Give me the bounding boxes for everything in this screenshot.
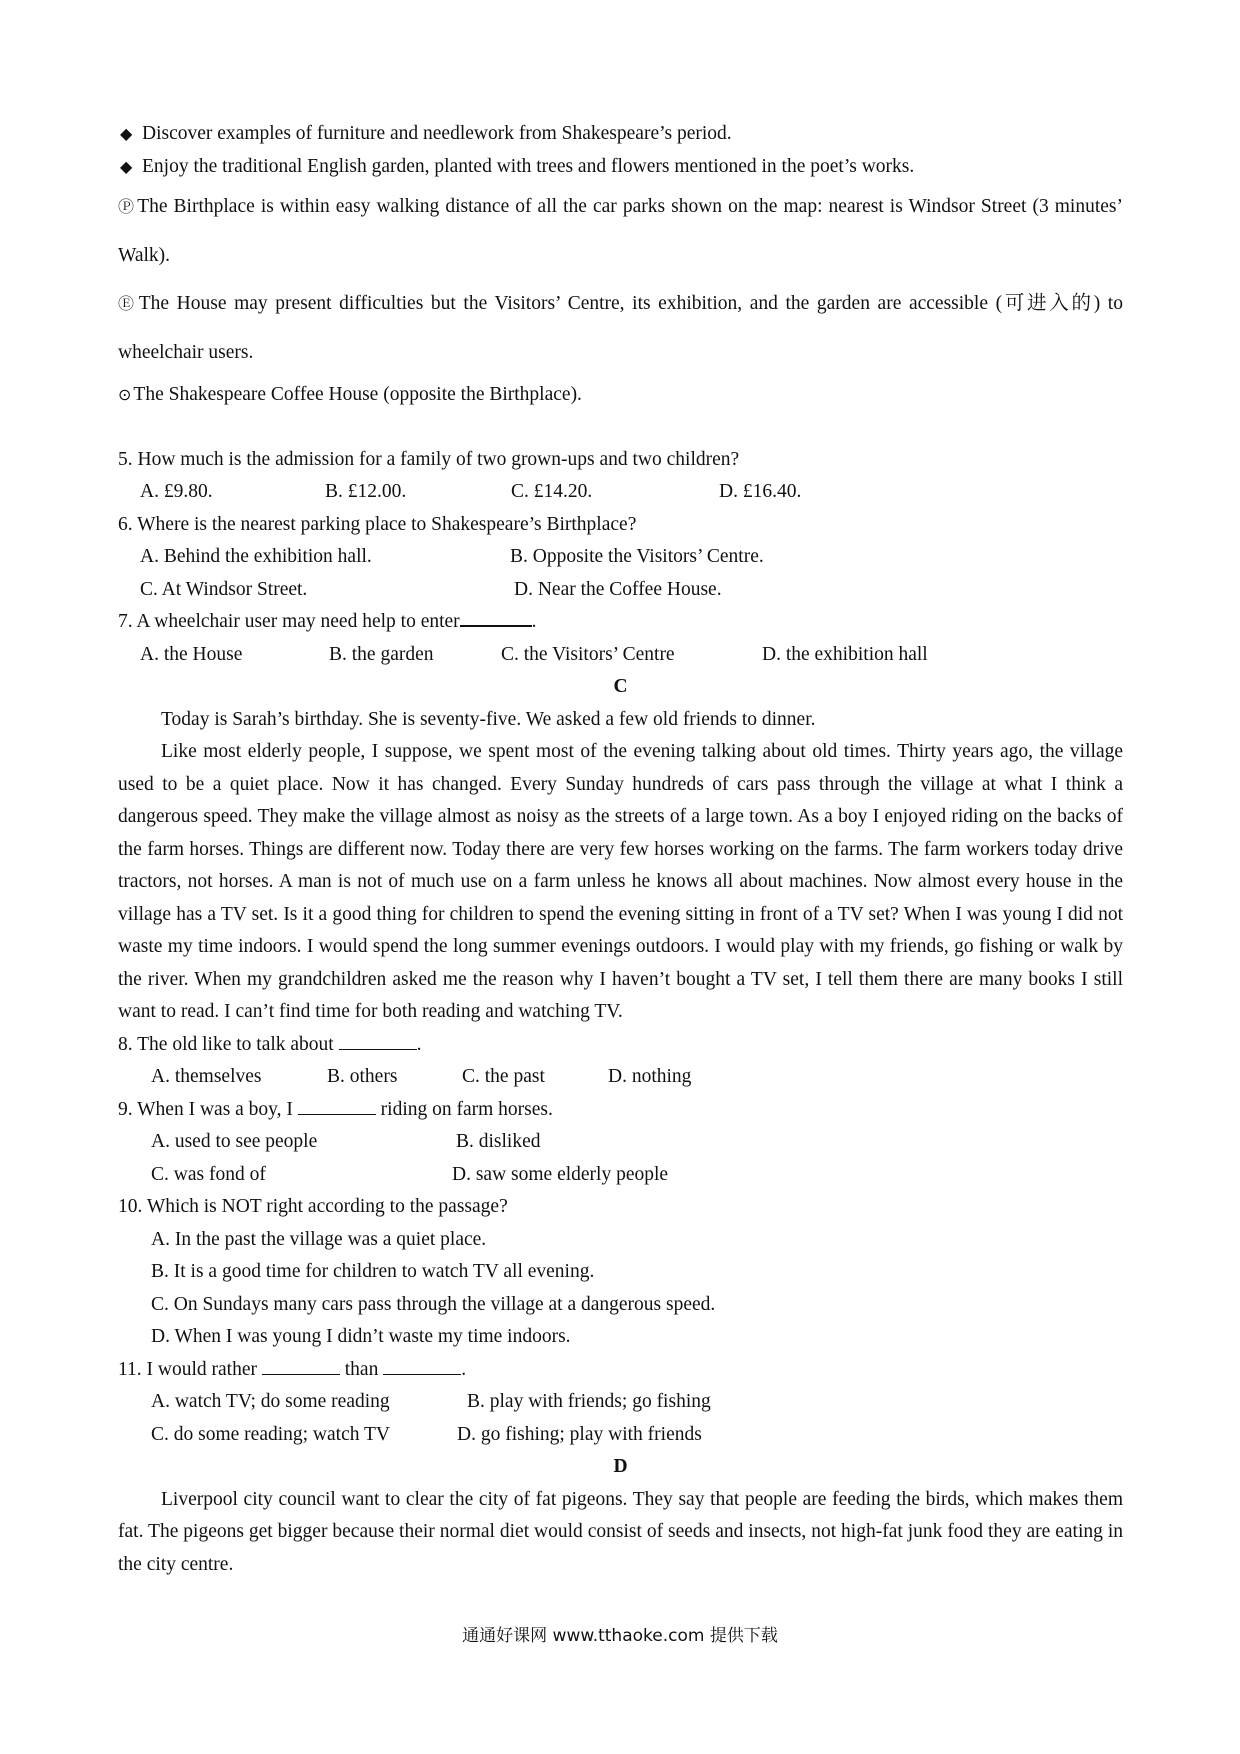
option-b: B. £12.00. [325, 481, 407, 502]
option-c: C. do some reading; watch TV [151, 1423, 391, 1445]
entrance-icon: Ⓔ [118, 294, 137, 313]
answer-blank [383, 1356, 461, 1375]
document-page [118, 118, 1123, 1581]
question-11: 11. I would rather than . [118, 1354, 1123, 1387]
option-b: B. It is a good time for children to watch TV all evening. [151, 1261, 595, 1282]
bullet-item: ◆ Discover examples of furniture and needlework from Shakespeare’s period. [118, 118, 1123, 151]
question-11-options [118, 1386, 1123, 1419]
question-6: 6. Where is the nearest parking place to Shakespeare’s Birthplace? [118, 513, 637, 535]
parking-icon: Ⓟ [118, 197, 136, 216]
question-8: 8. The old like to talk about . [118, 1029, 1123, 1062]
option-d: D. saw some elderly people [452, 1163, 669, 1185]
option-a: A. themselves [151, 1066, 262, 1087]
option-c: C. was fond of [151, 1163, 266, 1185]
option-b: B. the garden [329, 643, 434, 665]
question-6-options [118, 541, 1123, 574]
option-c: C. the past [462, 1066, 545, 1087]
option-b: B. play with friends; go fishing [467, 1391, 711, 1412]
option-a: A. Behind the exhibition hall. [140, 546, 372, 567]
option-b: B. others [327, 1066, 398, 1087]
passage-c-paragraph: Like most elderly people, I suppose, we spent most of the evening talking about old times. Thirty years ago, the village used to be a quiet place. Now it has changed. Every Sunday hundreds of cars pass through the village at what I think a dangerous speed. They make the village almost as noisy as the streets of a large town. As a boy I enjoyed riding on the backs of the farm horses. Things are different now. Today there are very few horses working on the farms. The farm workers today drive tractors, not horses. A man is not of much use on a farm unless he knows all about machines. Now almost every house in the village has a TV set. Is it a good thing for children to spend the evening sitting in front of a TV set? When I was young I did not waste my time indoors. I would spend the long summer evenings outdoors. I would play with my friends, go fishing or walk by the river. When my grandchildren asked me the reason why I haven’t bought a TV set, I tell them there are many books I still want to read. I can’t find time for both reading and watching TV. [118, 741, 1123, 1022]
answer-blank [298, 1096, 376, 1115]
page-footer: 通通好课网 www.tthaoke.com 提供下载 [462, 1626, 778, 1646]
option-a: A. used to see people [151, 1131, 318, 1152]
option-b: B. Opposite the Visitors’ Centre. [510, 546, 764, 567]
question-10: 10. Which is NOT right according to the passage? [118, 1196, 508, 1217]
option-d: D. the exhibition hall [762, 643, 928, 665]
diamond-bullet-icon: ◆ [120, 156, 133, 176]
option-a: A. watch TV; do some reading [151, 1391, 390, 1412]
option-c: C. On Sundays many cars pass through the village at a dangerous speed. [151, 1293, 716, 1315]
bullet-item: ◆ Enjoy the traditional English garden, planted with trees and flowers mentioned in the poet’s works. [118, 151, 1123, 184]
question-11-options [118, 1419, 1123, 1452]
option-d: D. When I was young I didn’t waste my time indoors. [151, 1326, 571, 1347]
question-9-options [118, 1126, 1123, 1159]
option-b: B. disliked [456, 1131, 541, 1152]
question-5: 5. How much is the admission for a family of two grown-ups and two children? [118, 448, 740, 470]
coffee-icon: ⊙ [118, 385, 132, 404]
diamond-bullet-icon: ◆ [120, 124, 133, 143]
question-6-options [118, 574, 1123, 607]
option-c: C. the Visitors’ Centre [501, 643, 675, 665]
option-d: D. Near the Coffee House. [514, 578, 722, 600]
question-5-options [118, 476, 1123, 509]
answer-blank [460, 607, 532, 627]
answer-blank [262, 1356, 340, 1375]
info-list [118, 183, 1123, 420]
passage-d-paragraph: Liverpool city council want to clear the city of fat pigeons. They say that people are feeding the birds, which makes them fat. The pigeons get bigger because their normal diet would consist of seeds and insects, not high-fat junk food they are eating in the city centre. [118, 1488, 1123, 1575]
option-a: A. £9.80. [140, 481, 213, 502]
parking-info: Ⓟ The Birthplace is within easy walking distance of all the car parks shown on the map: nearest is Windsor Street (3 minutes’ Walk). [118, 196, 1123, 266]
accessibility-info: Ⓔ The House may present difficulties but the Visitors’ Centre, its exhibition, and the garden are accessible (可进入的) to wheelchair users. [118, 293, 1123, 363]
question-7-options [118, 639, 1123, 672]
passage-c-paragraph: Today is Sarah’s birthday. She is seventy-five. We asked a few old friends to dinner. [161, 708, 816, 730]
coffee-info: ⊙ The Shakespeare Coffee House (opposite the Birthplace). [118, 384, 582, 405]
question-9-options [118, 1159, 1123, 1192]
option-a: A. the House [140, 643, 243, 665]
option-d: D. nothing [608, 1066, 692, 1087]
option-d: D. £16.40. [719, 481, 802, 502]
option-a: A. In the past the village was a quiet place. [151, 1228, 487, 1250]
answer-blank [339, 1031, 417, 1050]
section-c-heading: C [613, 676, 628, 697]
question-7: 7. A wheelchair user may need help to enter . [118, 606, 1123, 639]
section-d-heading: D [613, 1456, 628, 1477]
option-d: D. go fishing; play with friends [457, 1423, 702, 1445]
option-c: C. £14.20. [511, 481, 593, 502]
question-8-options [118, 1061, 1123, 1094]
option-c: C. At Windsor Street. [140, 578, 308, 600]
question-9: 9. When I was a boy, I riding on farm horses. [118, 1094, 1123, 1127]
